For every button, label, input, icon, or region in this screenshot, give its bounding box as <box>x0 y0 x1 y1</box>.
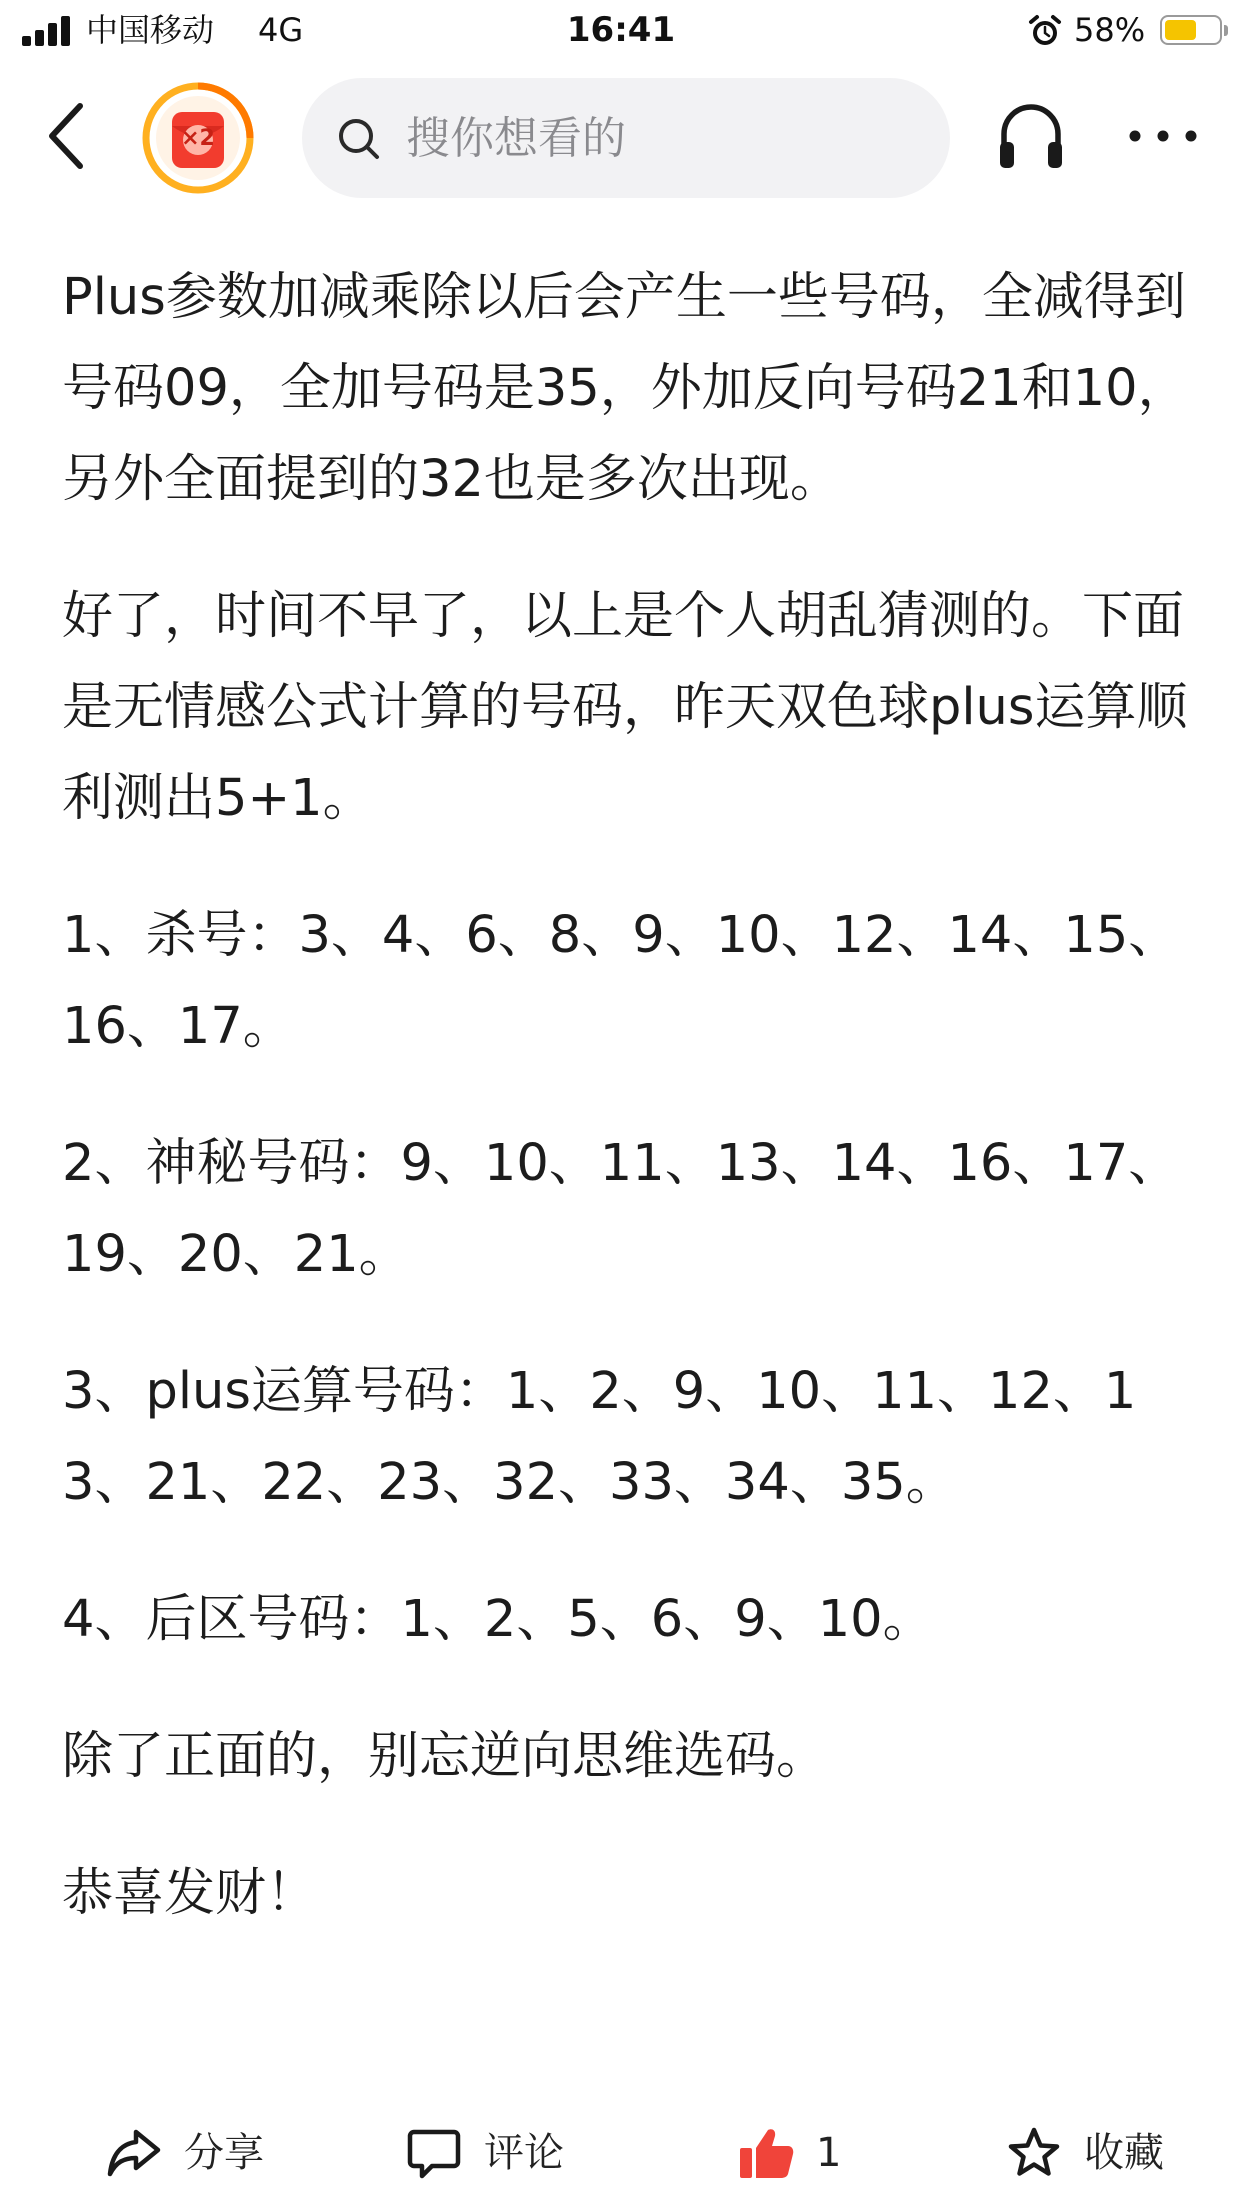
star-icon <box>1006 2126 1062 2180</box>
article-paragraph: 恭喜发财！ <box>62 1864 318 1923</box>
comment-button[interactable] <box>406 2122 576 2184</box>
favorite-label: 收藏 <box>1084 2130 1164 2176</box>
thumbs-up-icon <box>738 2126 794 2180</box>
comment-label: 评论 <box>484 2130 564 2176</box>
article-paragraph: 好了，时间不早了，以上是个人胡乱猜测的。下面是无情感公式计算的号码，昨天双色球plus运算顺利测出5+1。 <box>62 587 1188 828</box>
article-paragraph: 除了正面的，别忘逆向思维选码。 <box>62 1727 828 1786</box>
battery-fill <box>1165 20 1196 40</box>
favorite-button[interactable] <box>1006 2122 1176 2184</box>
battery-percent: 58% <box>1074 11 1146 49</box>
share-label: 分享 <box>184 2130 264 2176</box>
article-body <box>62 252 1192 1985</box>
top-nav-bar <box>0 74 1242 204</box>
red-envelope-badge[interactable] <box>142 82 254 194</box>
battery-icon <box>1160 15 1222 45</box>
article-paragraph: Plus参数加减乘除以后会产生一些号码，全减得到号码09，全加号码是35，外加反向号码21和10，另外全面提到的32也是多次出现。 <box>62 268 1189 509</box>
share-button[interactable] <box>106 2122 276 2184</box>
article-paragraph: 3、plus运算号码：1、2、9、10、11、12、13、21、22、23、32、33、34、35。 <box>62 1362 1137 1512</box>
alarm-clock-icon <box>1028 14 1062 48</box>
status-bar <box>0 0 1242 62</box>
like-count: 1 <box>816 2130 842 2176</box>
bottom-action-bar <box>0 2098 1242 2208</box>
network-type: 4G <box>258 11 304 49</box>
search-icon <box>336 116 382 162</box>
back-arrow-icon[interactable] <box>40 98 100 174</box>
comment-icon <box>406 2126 462 2180</box>
more-icon[interactable] <box>1126 114 1200 158</box>
carrier-name: 中国移动 <box>86 11 215 49</box>
article-paragraph: 2、神秘号码：9、10、11、13、14、16、17、19、20、21。 <box>62 1134 1180 1284</box>
share-icon <box>106 2126 162 2180</box>
article-paragraph: 4、后区号码：1、2、5、6、9、10。 <box>62 1590 934 1649</box>
like-button[interactable] <box>738 2122 858 2184</box>
search-input[interactable] <box>302 78 950 198</box>
headphones-icon[interactable] <box>996 100 1066 172</box>
status-time: 16:41 <box>566 10 676 50</box>
article-paragraph: 1、杀号：3、4、6、8、9、10、12、14、15、16、17。 <box>62 906 1180 1056</box>
battery-nub <box>1224 25 1228 36</box>
search-placeholder: 搜你想看的 <box>406 113 626 164</box>
badge-multiplier: ×2 <box>181 126 215 151</box>
